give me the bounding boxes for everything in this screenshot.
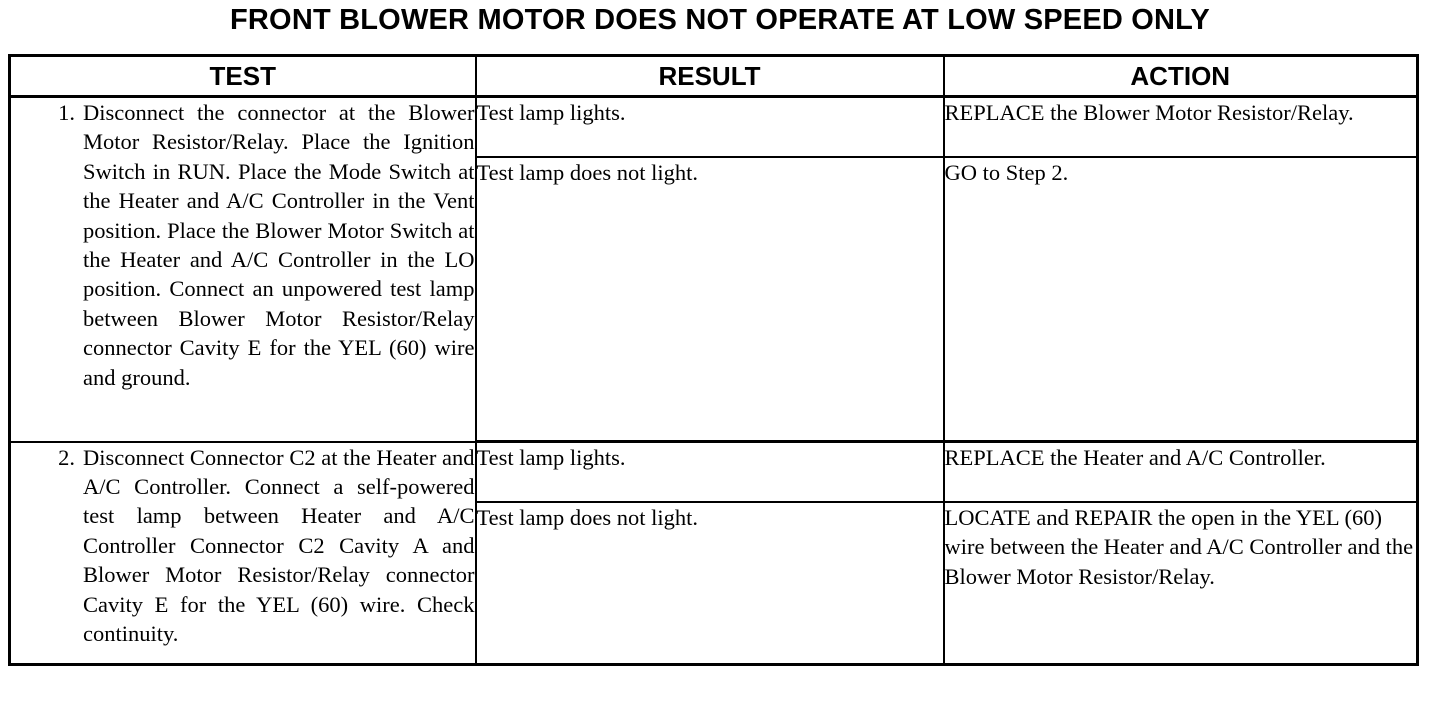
step-2-test-text: Disconnect Connector C2 at the Heater and A/C Controller. Connect a self-powered test lamp between Heater and A/C Controller Connector C2 Cavity A and Blower Motor Resistor/Relay connector Cavity E for the YEL (60) wire. Check continuity. [83, 444, 475, 646]
step-2-action-1: REPLACE the Heater and A/C Controller. [944, 442, 1418, 503]
step-1-outcome-1-row [10, 97, 1418, 158]
step-2-result-2: Test lamp does not light. [476, 502, 944, 665]
step-2-number: 2. [58, 444, 75, 470]
step-1-number: 1. [58, 100, 75, 125]
step-1-test-text: Disconnect the connector at the Blower Motor Resistor/Relay. Place the Ignition Switch in RUN. Place the Mode Switch at the Heater and A/C Controller in the Vent position. Place the Blower Motor Switch at the Heater and A/C Controller in the LO position. Connect an unpowered test lamp between Blower Motor Resistor/Relay connector Cavity E for the YEL (60) wire and ground. [83, 100, 475, 390]
step-1-result-1: Test lamp lights. [476, 97, 944, 158]
header-result: RESULT [476, 56, 944, 97]
header-row [10, 56, 1418, 97]
step-1-action-1: REPLACE the Blower Motor Resistor/Relay. [944, 97, 1418, 158]
header-test: TEST [10, 56, 476, 97]
step-2-result-1: Test lamp lights. [476, 442, 944, 503]
step-2-outcome-1-row [10, 442, 1418, 503]
step-1-action-2: GO to Step 2. [944, 157, 1418, 442]
header-action: ACTION [944, 56, 1418, 97]
step-2-action-2: LOCATE and REPAIR the open in the YEL (60) wire between the Heater and A/C Controller and the Blower Motor Resistor/Relay. [944, 502, 1418, 665]
page-title: FRONT BLOWER MOTOR DOES NOT OPERATE AT LOW SPEED ONLY [230, 4, 1210, 36]
step-1-result-2: Test lamp does not light. [476, 157, 944, 442]
step-1-test-cell [10, 97, 476, 442]
step-2-test-cell [10, 442, 476, 665]
diagnostic-table [8, 54, 1419, 666]
